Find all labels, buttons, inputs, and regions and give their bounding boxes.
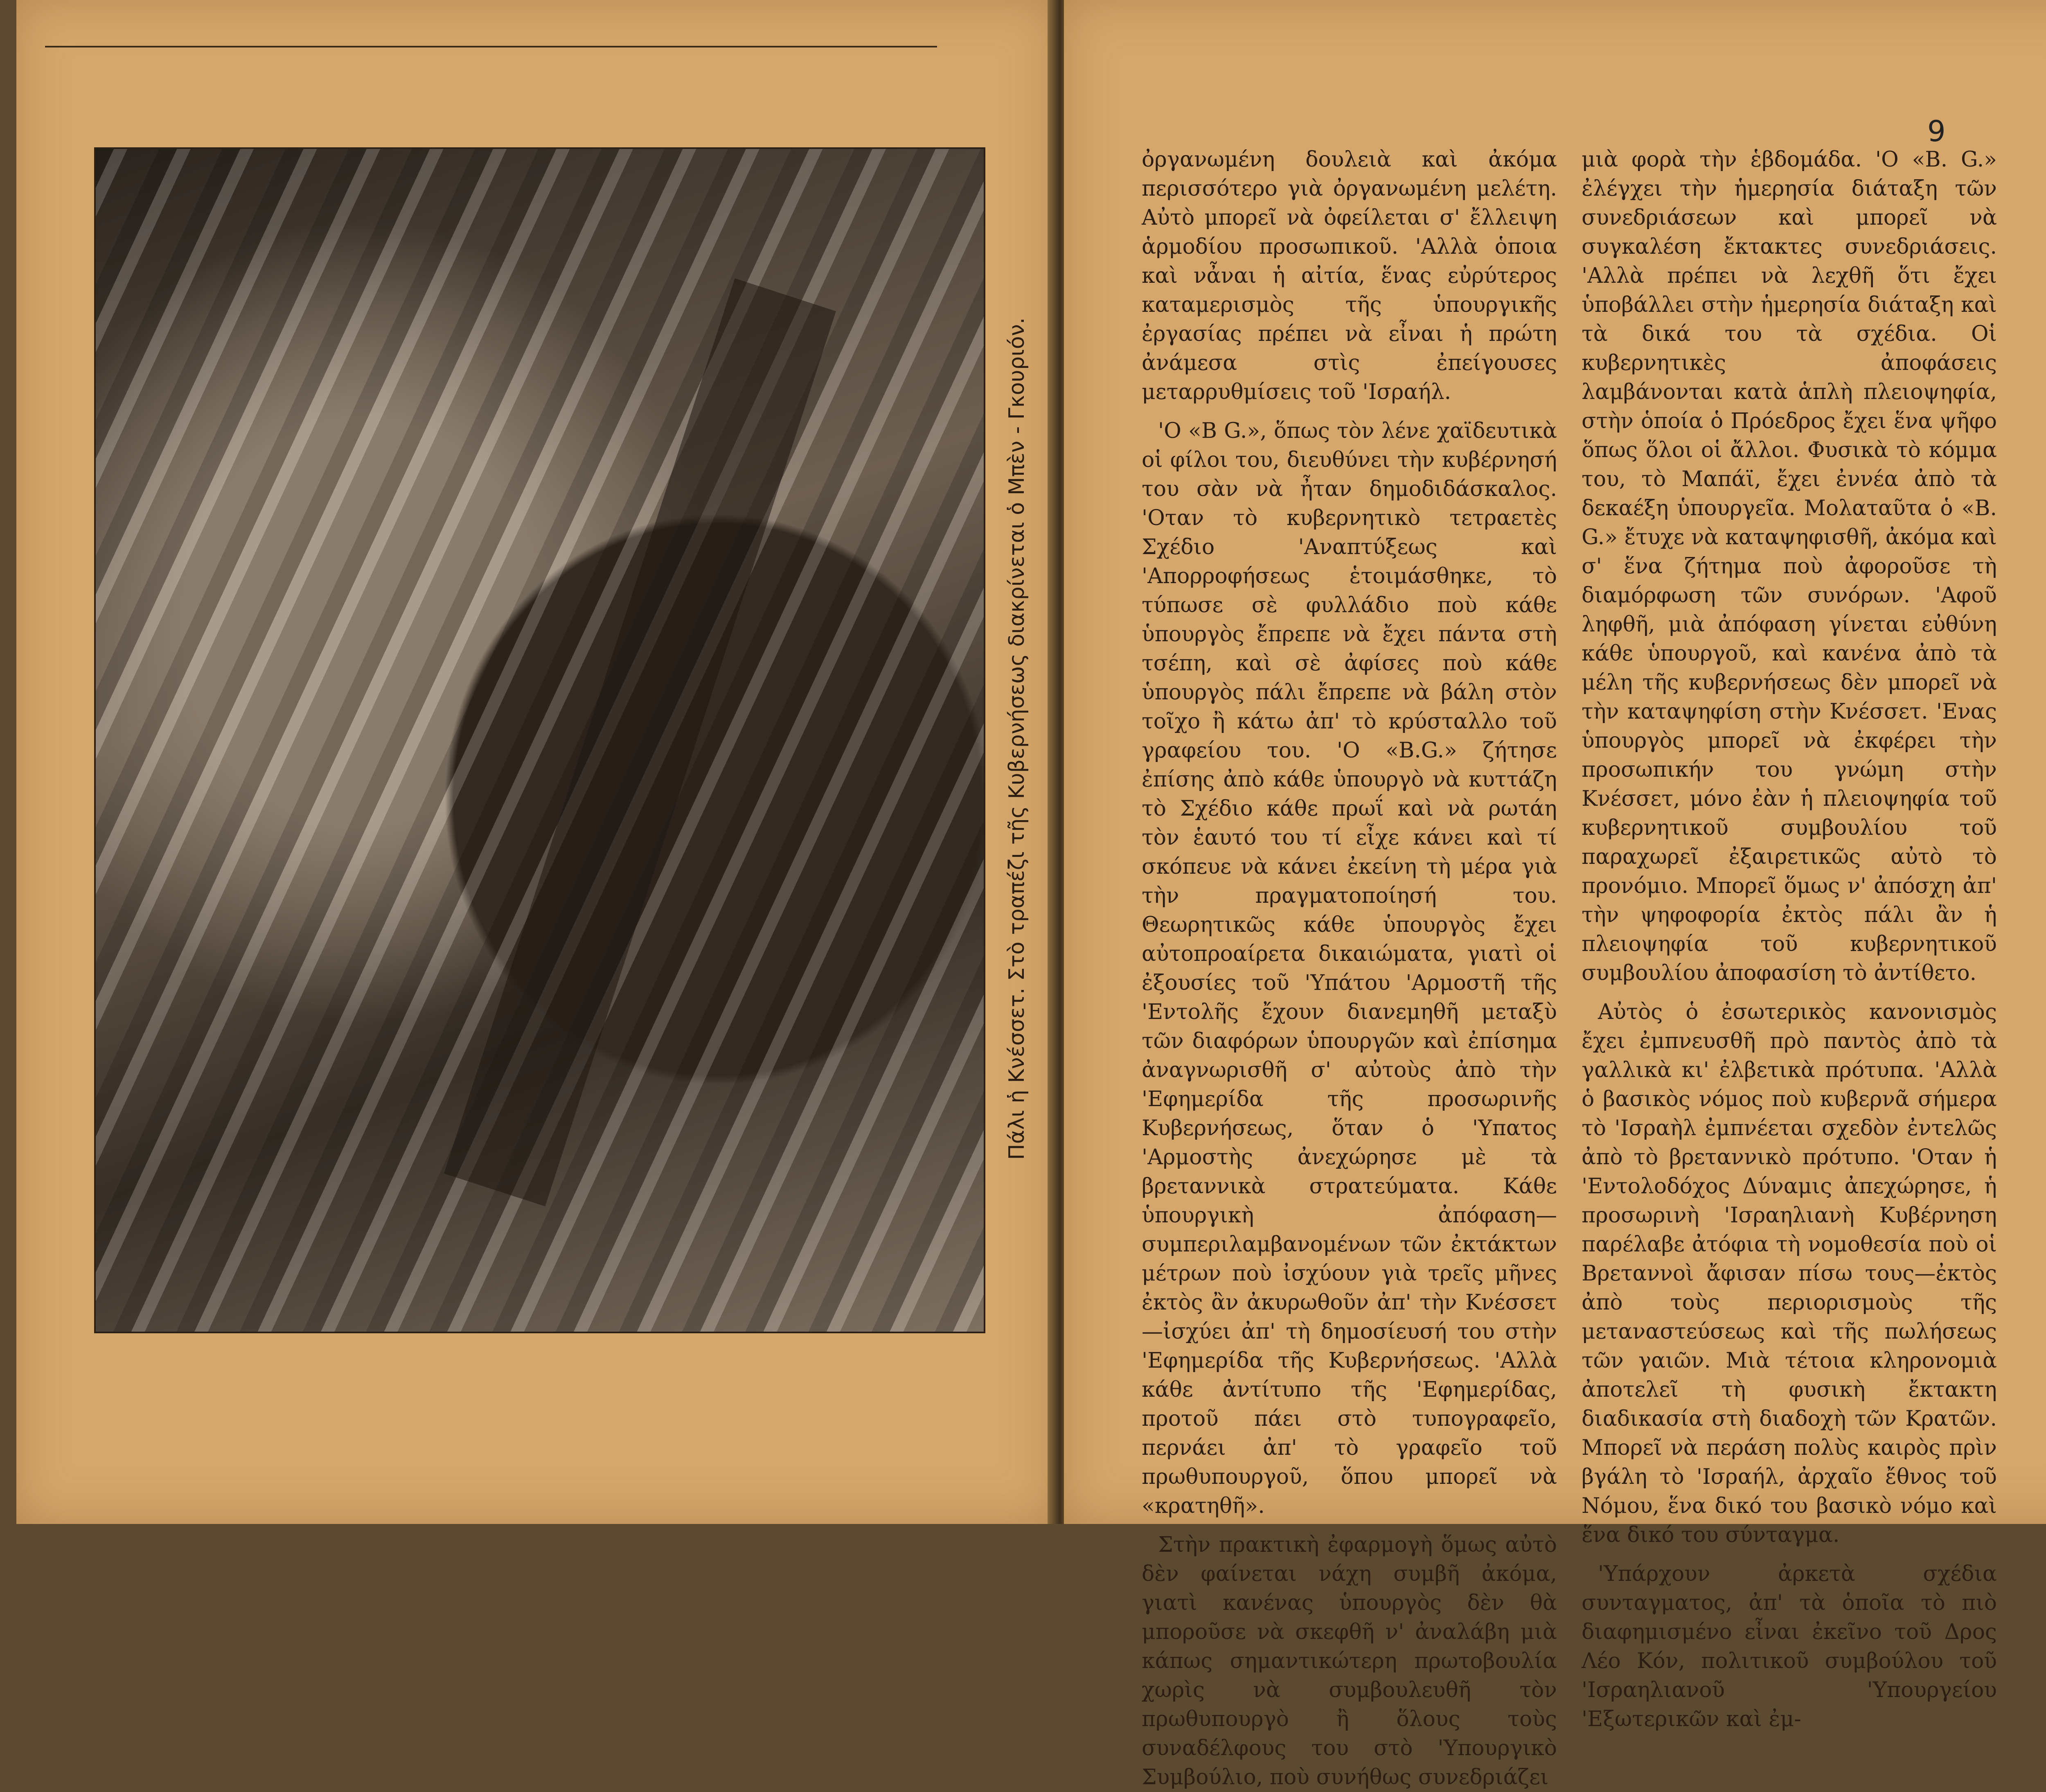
text-column-1 [1142,145,1557,1792]
paragraph: 'Ο «B G.», ὅπως τὸν λένε χαϊδευτικὰ οἱ φίλοι του, διευθύνει τὴν κυβέρνησή του σὰν νὰ ἦταν δημοδιδάσκαλος. 'Οταν τὸ κυβερνητικὸ τετραετὲς Σχέδιο 'Αναπτύξεως καὶ 'Απορροφήσεως ἑτοιμάσθηκε, τὸ τύπωσε σὲ φυλλάδιο ποὺ κάθε ὑπουργὸς ἔπρεπε νὰ ἔχει πάντα στὴ τσέπη, καὶ σὲ ἀφίσες ποὺ κάθε ὑπουργὸς πάλι ἔπρεπε νὰ βάλη στὸν τοῖχο ἢ κάτω ἀπ' τὸ κρύσταλλο τοῦ γραφείου του. 'Ο «B.G.» ζήτησε ἐπίσης ἀπὸ κάθε ὑπουργὸ νὰ κυττάζη τὸ Σχέδιο κάθε πρωΐ καὶ νὰ ρωτάη τὸν ἑαυτό του τί εἶχε κάνει καὶ τί σκόπευε νὰ κάνει ἐκείνη τὴ μέρα γιὰ τὴν πραγματοποίησή του. Θεωρητικῶς κάθε ὑπουργὸς ἔχει αὐτοπροαίρετα δικαιώματα, γιατὶ οἱ ἐξουσίες τοῦ 'Υπάτου 'Αρμοστῆ τῆς 'Εντολῆς ἔχουν διανεμηθῆ μεταξὺ τῶν διαφόρων ὑπουργῶν καὶ ἐπίσημα ἀναγνωρισθῆ σ' αὐτοὺς ἀπὸ τὴν 'Εφημερίδα τῆς προσωρινῆς Κυβερνήσεως, ὅταν ὁ 'Υπατος 'Αρμοστὴς ἀνεχώρησε μὲ τὰ βρεταννικὰ στρατεύματα. Κάθε ὑπουργικὴ ἀπόφαση—συμπεριλαμβανομένων τῶν ἐκτάκτων μέτρων ποὺ ἰσχύουν γιὰ τρεῖς μῆνες ἐκτὸς ἂν ἀκυρωθοῦν ἀπ' τὴν Κνέσσετ—ἰσχύει ἀπ' τὴ δημοσίευσή του στὴν 'Εφημερίδα τῆς Κυβερνήσεως. 'Αλλὰ κάθε ἀντίτυπο τῆς 'Εφημερίδας, προτοῦ πάει στὸ τυπογραφεῖο, περνάει ἀπ' τὸ γραφεῖο τοῦ πρωθυπουργοῦ, ὅπου μπορεῖ νὰ «κρατηθῆ». [1142,419,1557,1518]
knesset-photo [94,147,985,1333]
paragraph: Στὴν πρακτικὴ ἐφαρμογὴ ὅμως αὐτὸ δὲν φαίνεται νάχη συμβῆ ἀκόμα, γιατὶ κανένας ὑπουργὸς δὲν θὰ μποροῦσε νὰ σκεφθῆ ν' ἀναλάβη μιὰ κάπως σημαντικώτερη πρωτοβουλία χωρὶς νὰ συμβουλευθῆ τὸν πρωθυπουργὸ ἢ ὅλους τοὺς συναδέλφους του στὸ 'Υπουργικὸ Συμβούλιο, ποὺ συνήθως συνεδριάζει [1142,1533,1557,1790]
text-column-2 [1582,145,1997,1734]
paragraph: 'Υπάρχουν ἀρκετὰ σχέδια συνταγματος, ἀπ' τὰ ὁποῖα τὸ πιὸ διαφημισμένο εἶναι ἐκεῖνο τοῦ Δρος Λέο Κόν, πολιτικοῦ συμβούλου τοῦ 'Ισραηλιανοῦ 'Υπουργείου 'Εξωτερικῶν καὶ ἐμ- [1582,1562,1997,1731]
page-number: 9 [1927,115,1946,148]
left-page [16,0,1056,1524]
paragraph: Αὐτὸς ὁ ἐσωτερικὸς κανονισμὸς ἔχει ἐμπνευσθῆ πρὸ παντὸς ἀπὸ τὰ γαλλικὰ κι' ἐλβετικὰ πρότυπα. 'Αλλὰ ὁ βασικὸς νόμος ποὺ κυβερνᾶ σήμερα τὸ 'Ισραὴλ ἐμπνέεται σχεδὸν ἐντελῶς ἀπὸ τὸ βρεταννικὸ πρότυπο. 'Οταν ἡ 'Εντολοδόχος Δύναμις ἀπεχώρησε, ἡ προσωρινὴ 'Ισραηλιανὴ Κυβέρνηση παρέλαβε ἀτόφια τὴ νομοθεσία ποὺ οἱ Βρεταννοὶ ἄφισαν πίσω τους—ἐκτὸς ἀπὸ τοὺς περιορισμοὺς τῆς μεταναστεύσεως καὶ τῆς πωλήσεως τῶν γαιῶν. Μιὰ τέτοια κληρονομιὰ ἀποτελεῖ τὴ φυσικὴ ἔκτακτη διαδικασία στὴ διαδοχὴ τῶν Κρατῶν. Μπορεῖ νὰ περάση πολὺς καιρὸς πρὶν βγάλη τὸ 'Ισραήλ, ἀρχαῖο ἔθνος τοῦ Νόμου, ἕνα δικό του βασικὸ νόμο καὶ ἕνα δικό του σύνταγμα. [1582,1000,1997,1547]
right-page [1064,0,2046,1790]
top-rule [45,46,937,47]
photo-table-band [444,278,836,1206]
paragraph: μιὰ φορὰ τὴν ἑβδομάδα. 'Ο «B. G.» ἐλέγχει τὴν ἡμερησία διάταξη τῶν συνεδριάσεων καὶ μπορεῖ νὰ συγκαλέση ἔκτακτες συνεδριάσεις. 'Αλλὰ πρέπει νὰ λεχθῆ ὅτι ἔχει ὑποβάλλει στὴν ἡμερησία διάταξη καὶ τὰ δικά του τὰ σχέδια. Οἱ κυβερνητικὲς ἀποφάσεις λαμβάνονται κατὰ ἁπλὴ πλειοψηφία, στὴν ὁποία ὁ Πρόεδρος ἔχει ἕνα ψῆφο ὅπως ὅλοι οἱ ἄλλοι. Φυσικὰ τὸ κόμμα του, τὸ Μαπάϊ, ἔχει ἐννέα ἀπὸ τὰ δεκαέξη ὑπουργεῖα. Μολαταῦτα ὁ «B. G.» ἔτυχε νὰ καταψηφισθῆ, ἀκόμα καὶ σ' ἕνα ζήτημα ποὺ ἀφοροῦσε τὴ διαμόρφωση τῶν συνόρων. 'Αφοῦ ληφθῆ, μιὰ ἀπόφαση γίνεται εὐθύνη κάθε ὑπουργοῦ, καὶ κανένα ἀπὸ τὰ μέλη τῆς κυβερνήσεως δὲν μπορεῖ νὰ τὴν καταψηφίση στὴν Κνέσσετ. 'Ενας ὑπουργὸς μπορεῖ νὰ ἐκφέρει τὴν προσωπικήν του γνώμη στὴν Κνέσσετ, μόνο ἐὰν ἡ πλειοψηφία τοῦ κυβερνητικοῦ συμβουλίου τοῦ παραχωρεῖ ἐξαιρετικῶς αὐτὸ τὸ προνόμιο. Μπορεῖ ὅμως ν' ἀπόσχη ἀπ' τὴν ψηφοφορία ἐκτὸς πάλι ἂν ἡ πλειοψηφία τοῦ κυβερνητικοῦ συμβουλίου ἀποφασίση τὸ ἀντίθετο. [1582,147,1997,985]
photo-caption: Πάλι ἡ Κνέσσετ. Στὸ τραπέζι τῆς Κυβερνήσεως διακρίνεται ὁ Μπὲν - Γκουριόν. [1005,317,1029,1160]
paragraph: ὀργανωμένη δουλειὰ καὶ ἀκόμα περισσότερο γιὰ ὀργανωμένη μελέτη. Αὐτὸ μπορεῖ νὰ ὀφείλεται σ' ἔλλειψη ἁρμοδίου προσωπικοῦ. 'Αλλὰ ὁποια καὶ νἆναι ἡ αἰτία, ἕνας εὐρύτερος καταμερισμὸς τῆς ὑπουργικῆς ἐργασίας πρέπει νὰ εἶναι ἡ πρώτη ἀνάμεσα στὶς ἐπείγουσες μεταρρυθμίσεις τοῦ 'Ισραήλ. [1142,147,1557,404]
caption-wrap [990,147,1043,1330]
